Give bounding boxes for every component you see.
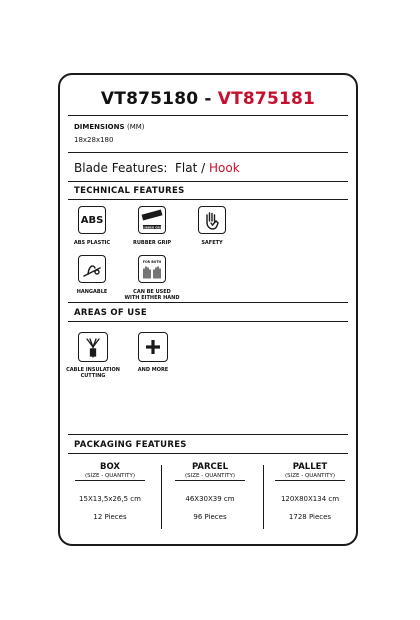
divider <box>68 152 348 153</box>
blade-hook: Hook <box>208 161 240 175</box>
parcel-label: PARCEL <box>191 462 229 472</box>
divider <box>68 199 348 200</box>
box-quantity: 12 Pieces <box>93 513 127 521</box>
divider <box>68 321 348 322</box>
rubber-grip-caption: RUBBER GRIP <box>132 240 172 246</box>
either-hand-caption: CAN BE USED WITH EITHER HAND <box>124 289 180 301</box>
technical-features-heading: TECHNICAL FEATURES <box>74 186 185 196</box>
pallet-label: PALLET <box>292 462 328 472</box>
product-spec-card <box>58 73 358 546</box>
abs-icon: ABS <box>78 206 106 234</box>
divider <box>68 302 348 303</box>
divider <box>68 115 348 116</box>
box-size: 15X13,5x26,5 cm <box>79 495 141 503</box>
title-separator: - <box>198 89 218 109</box>
blade-flat: Flat <box>175 161 198 175</box>
both-hands-icon <box>138 255 166 283</box>
column-divider <box>161 465 162 529</box>
plus-icon <box>138 332 168 362</box>
cable-insulation-caption: CABLE INSULATION CUTTING <box>66 367 120 379</box>
svg-text:RUBBER GRIP: RUBBER GRIP <box>141 225 163 230</box>
pallet-column <box>265 462 355 521</box>
hangable-caption: HANGABLE <box>76 289 108 295</box>
hangable-icon <box>78 255 106 283</box>
cable-icon <box>78 332 108 362</box>
parcel-column <box>165 462 255 521</box>
and-more-caption: AND MORE <box>137 367 169 373</box>
divider <box>68 434 348 435</box>
pallet-sub-label: (SIZE - QUANTITY) <box>284 473 336 479</box>
divider <box>68 453 348 454</box>
box-label: BOX <box>100 462 120 472</box>
svg-text:FOR BOTH: FOR BOTH <box>142 260 162 264</box>
blade-features: Blade Features: Flat / Hook <box>74 161 240 175</box>
box-sub-label: (SIZE - QUANTITY) <box>84 473 136 479</box>
column-divider <box>263 465 264 529</box>
rubber-grip-icon <box>138 206 166 234</box>
blade-label: Blade Features: <box>74 161 168 175</box>
packaging-features-heading: PACKAGING FEATURES <box>74 440 187 450</box>
areas-of-use-heading: AREAS OF USE <box>74 308 148 318</box>
abs-plastic-caption: ABS PLASTIC <box>73 240 111 246</box>
dimensions-label: DIMENSIONS (MM) <box>74 123 145 131</box>
product-code-a: VT875180 <box>100 89 199 109</box>
product-code-b: VT875181 <box>217 89 316 109</box>
dimensions-value: 18x28x180 <box>74 136 114 144</box>
pallet-size: 120X80X134 cm <box>280 495 340 503</box>
pallet-quantity: 1728 Pieces <box>288 513 332 521</box>
safety-hand-icon <box>198 206 226 234</box>
parcel-quantity: 96 Pieces <box>193 513 227 521</box>
parcel-sub-label: (SIZE - QUANTITY) <box>184 473 236 479</box>
safety-caption: SAFETY <box>201 240 223 246</box>
product-title <box>60 89 356 109</box>
dimensions-unit: (MM) <box>126 123 145 131</box>
divider <box>68 181 348 182</box>
box-column <box>65 462 155 521</box>
parcel-size: 46X30X39 cm <box>185 495 235 503</box>
